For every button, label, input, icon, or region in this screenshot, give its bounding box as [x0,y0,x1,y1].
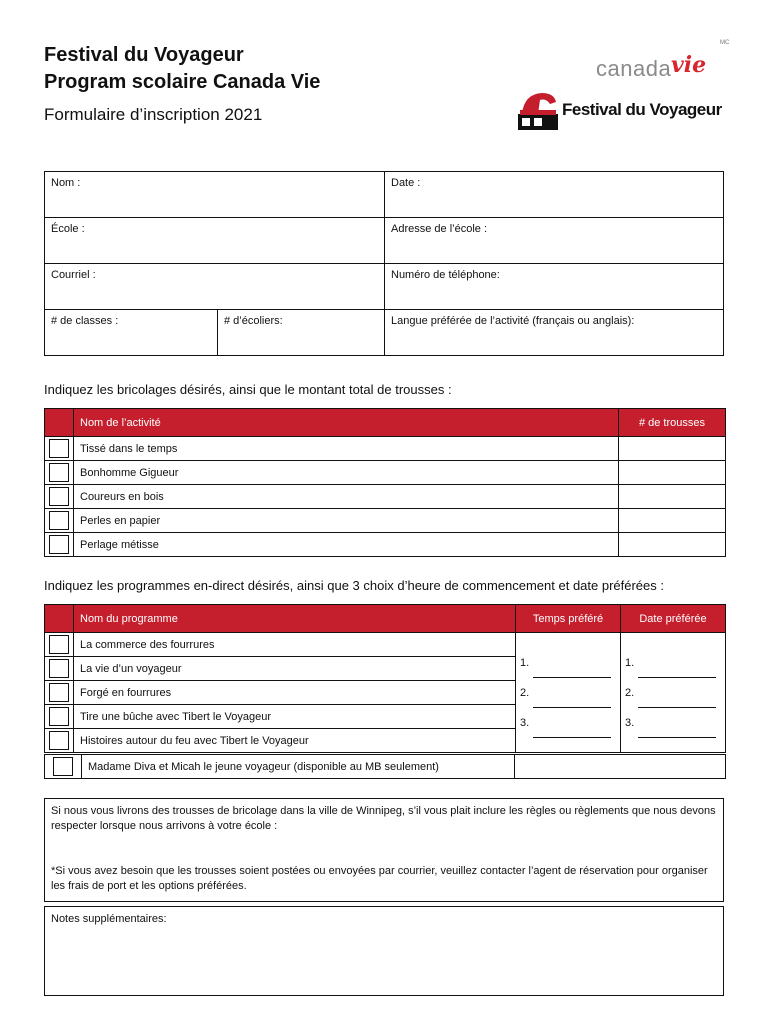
crafts-row [45,437,726,461]
extra-program-table [44,754,726,779]
craft-kits-input[interactable] [619,485,726,509]
craft-kits-input[interactable] [619,437,726,461]
programs-header-time: Temps préféré [516,605,621,633]
date-choice-2-input[interactable] [638,697,716,708]
programs-header-name: Nom du programme [74,605,516,633]
courriel-field[interactable]: Courriel : [45,264,385,310]
craft-checkbox[interactable] [49,487,69,506]
craft-kits-input[interactable] [619,461,726,485]
program-row [45,755,726,779]
date-choices: 1. 2. 3. [621,633,726,753]
craft-name: Tissé dans le temps [74,437,619,461]
page-subtitle: Formulaire d’inscription 2021 [44,105,263,124]
festival-hat-icon [516,88,560,132]
craft-kits-input[interactable] [619,533,726,557]
time-choices: 1. 2. 3. [516,633,621,753]
program-checkbox[interactable] [49,731,69,750]
program-checkbox[interactable] [49,635,69,654]
crafts-header-kits: # de trousses [619,409,726,437]
extra-program-blank [515,755,726,779]
date-choice-1-input[interactable] [638,667,716,678]
date-choice-3-input[interactable] [638,727,716,738]
craft-name: Perlage métisse [74,533,619,557]
craft-checkbox[interactable] [49,439,69,458]
craft-checkbox[interactable] [49,535,69,554]
info-form [44,171,724,356]
program-name: Madame Diva et Micah le jeune voyageur (disponible au MB seulement) [82,755,515,779]
time-choice-1-input[interactable] [533,667,611,678]
programs-header-check [45,605,74,633]
notes-label: Notes supplémentaires: [51,913,167,925]
classes-field[interactable]: # de classes : [45,310,218,356]
program-checkbox[interactable] [49,659,69,678]
craft-checkbox[interactable] [49,511,69,530]
programs-header-date: Date préférée [621,605,726,633]
program-name: Forgé en fourrures [74,681,516,705]
program-checkbox[interactable] [49,683,69,702]
telephone-field[interactable]: Numéro de téléphone: [385,264,724,310]
page-title [44,42,320,96]
time-choice-3-input[interactable] [533,727,611,738]
crafts-instruction: Indiquez les bricolages désirés, ainsi que le montant total de trousses : [44,382,452,397]
craft-kits-input[interactable] [619,509,726,533]
craft-checkbox[interactable] [49,463,69,482]
crafts-header-name: Nom de l’activité [74,409,619,437]
notice-paragraph-2: *Si vous avez besoin que les trousses soient postées ou envoyées par courrier, veuillez contacter l’agent de réservation pour organiser les frais de port et les options préférées. [51,865,708,892]
crafts-row [45,485,726,509]
time-choice-2-input[interactable] [533,697,611,708]
notice-paragraph-1: Si nous vous livrons des trousses de bricolage dans la ville de Winnipeg, s’il vous plait inclure les règles ou règlements que nous devons respecter lorsque nous arrivons à votre école : [51,805,716,832]
programs-instruction: Indiquez les programmes en-direct désirés, ainsi que 3 choix d’heure de commencement et date préférées : [44,578,664,593]
program-checkbox[interactable] [49,707,69,726]
langue-field[interactable]: Langue préférée de l’activité (français ou anglais): [385,310,724,356]
delivery-notice [44,798,724,902]
program-name: La vie d’un voyageur [74,657,516,681]
title-line-2: Program scolaire Canada Vie [44,71,321,93]
crafts-row [45,461,726,485]
adresse-field[interactable]: Adresse de l’école : [385,218,724,264]
craft-name: Perles en papier [74,509,619,533]
program-name: Tire une bûche avec Tibert le Voyageur [74,705,516,729]
crafts-row [45,533,726,557]
program-checkbox[interactable] [53,757,73,776]
crafts-header-check [45,409,74,437]
program-name: Histoires autour du feu avec Tibert le Voyageur [74,729,516,753]
nom-field[interactable]: Nom : [45,172,385,218]
crafts-table [44,408,726,557]
date-field[interactable]: Date : [385,172,724,218]
program-row [45,633,726,657]
festival-logo: Festival du Voyageur [516,88,726,132]
canada-vie-logo: canada vie MC [596,40,730,81]
craft-name: Bonhomme Gigueur [74,461,619,485]
craft-name: Coureurs en bois [74,485,619,509]
notes-field[interactable] [44,906,724,996]
crafts-row [45,509,726,533]
ecoliers-field[interactable]: # d’écoliers: [218,310,385,356]
title-line-1: Festival du Voyageur [44,44,244,66]
ecole-field[interactable]: École : [45,218,385,264]
program-name: La commerce des fourrures [74,633,516,657]
programs-table [44,604,726,753]
